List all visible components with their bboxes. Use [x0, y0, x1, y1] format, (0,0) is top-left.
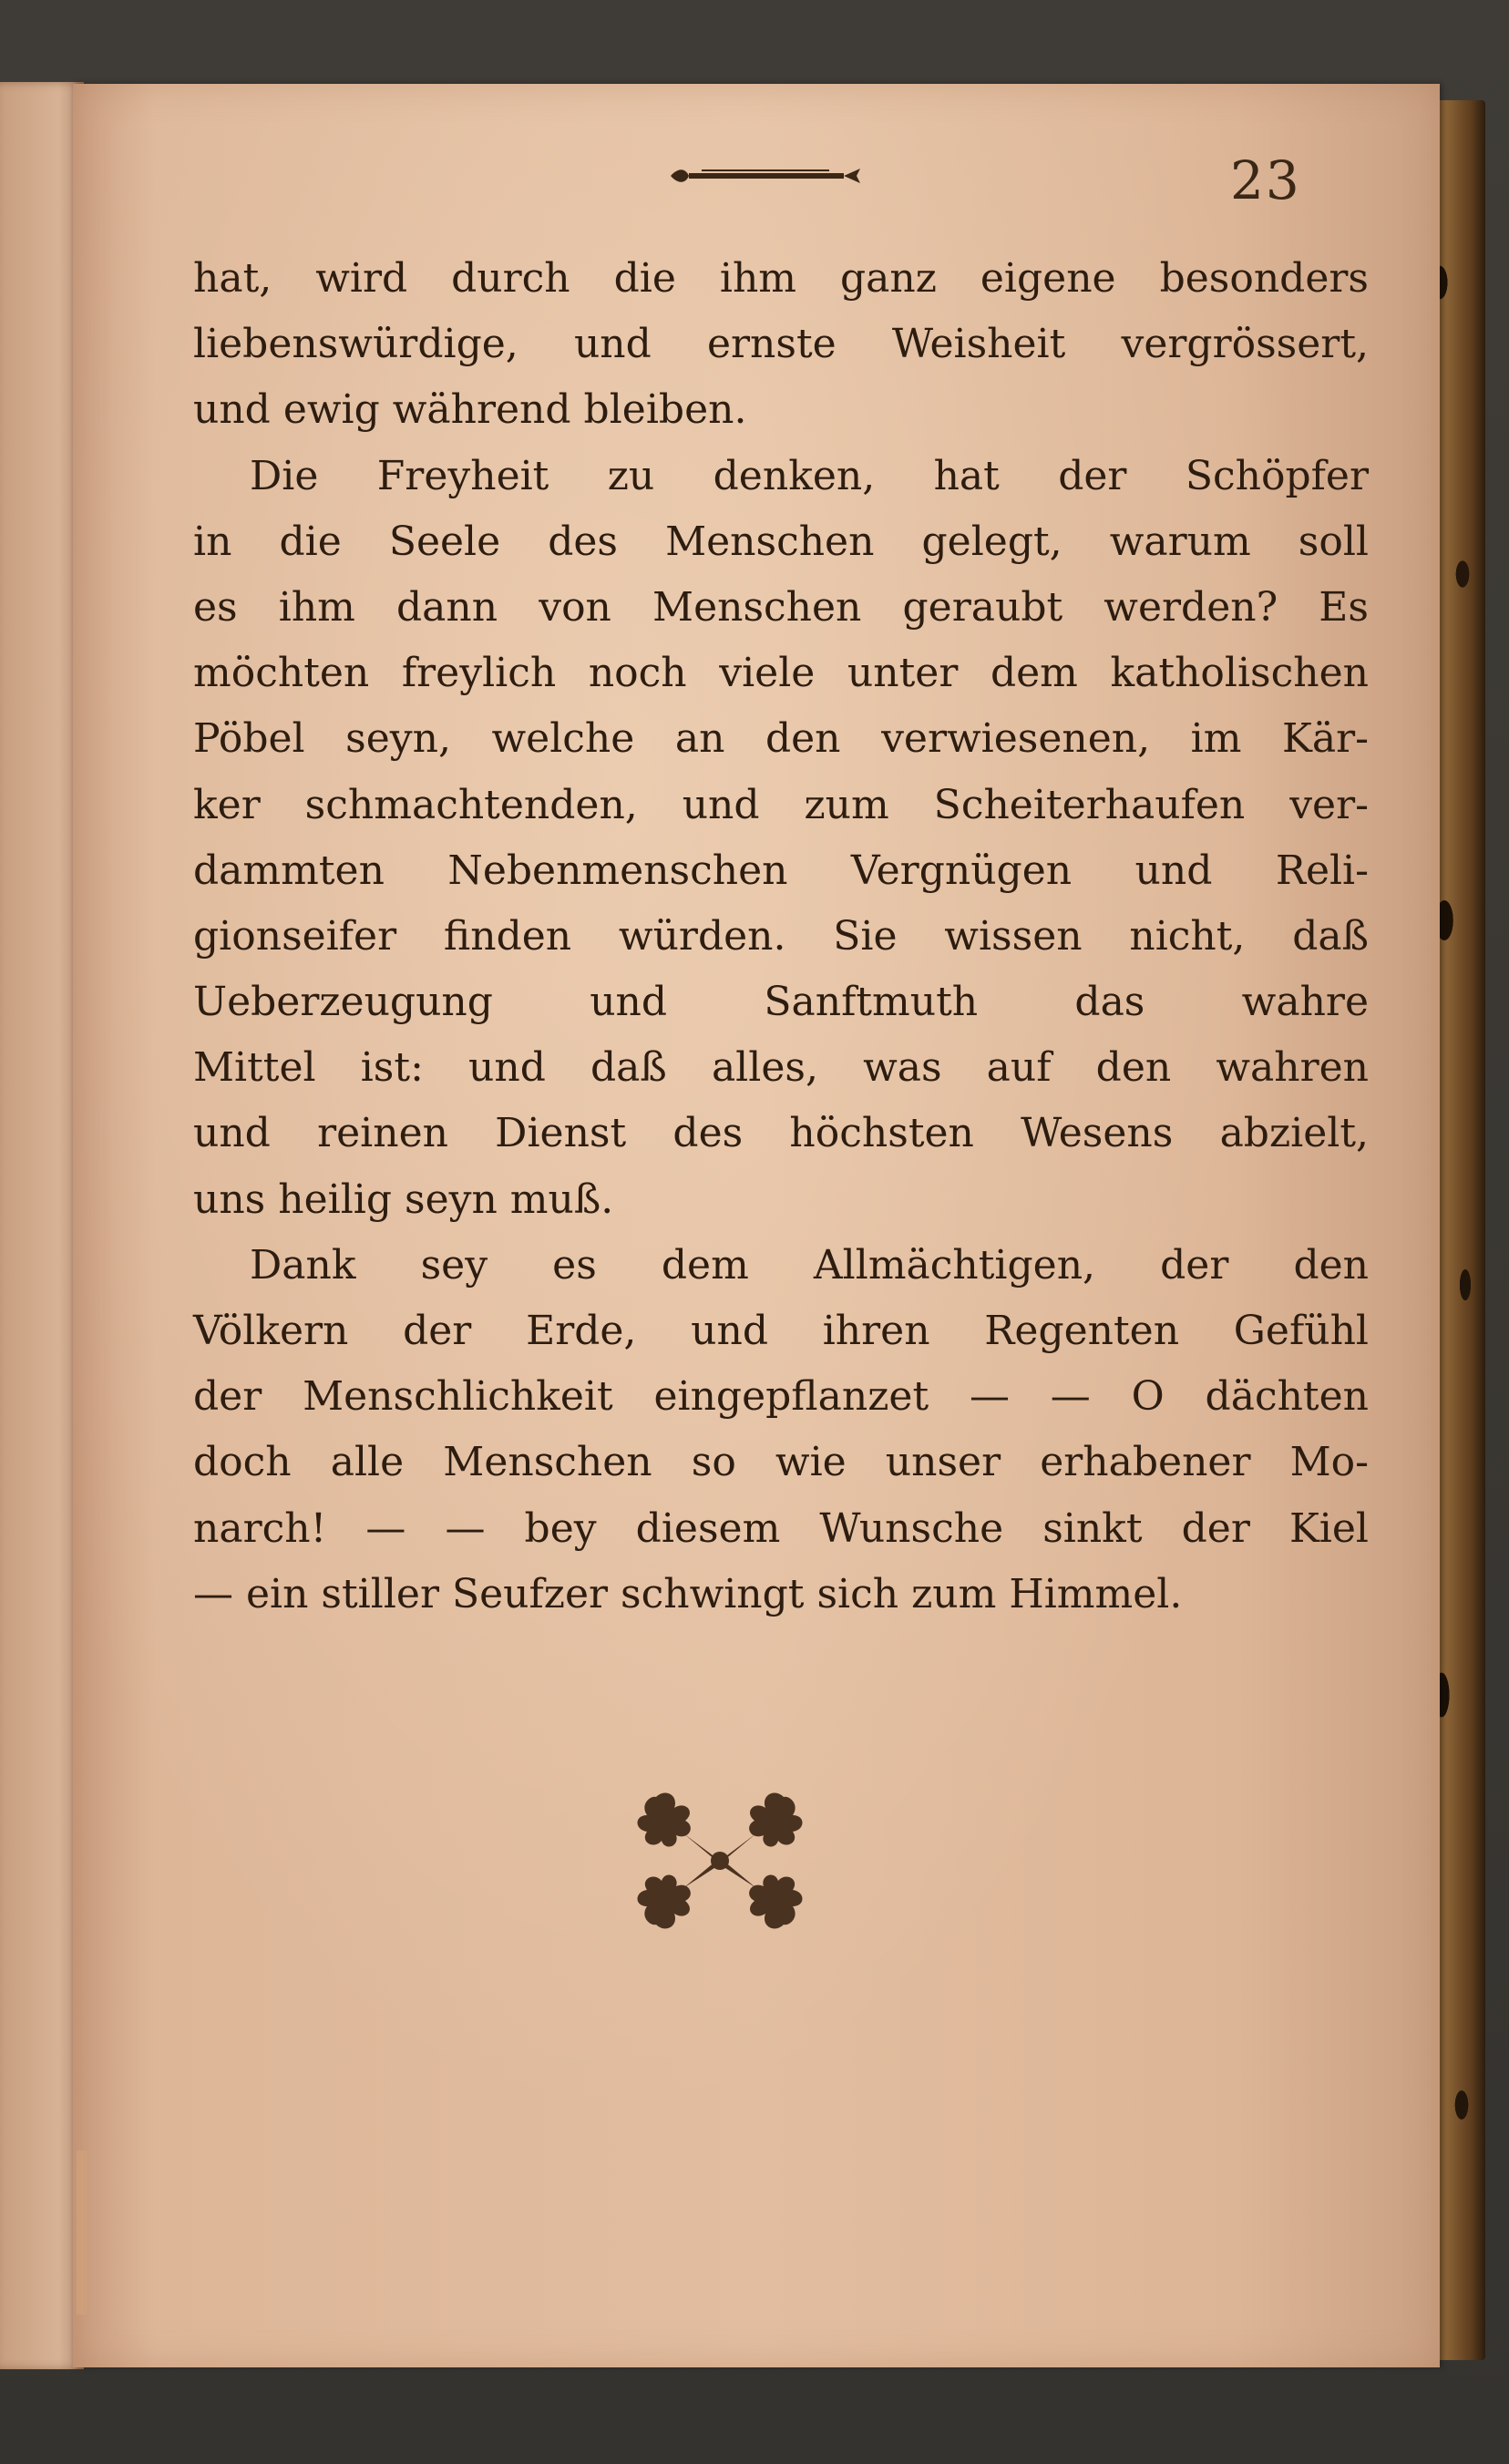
- floral-vignette-ornament: [629, 1788, 811, 1934]
- headpiece-ornament: [665, 164, 884, 188]
- text-line: und reinen Dienst des höchsten Wesens abzielt,: [193, 1110, 1369, 1157]
- text-line: ker schmachtenden, und zum Scheiterhaufen ver-: [193, 781, 1369, 828]
- text-line: Völkern der Erde, und ihren Regenten Gefühl: [193, 1308, 1369, 1354]
- text-line: Die Freyheit zu denken, hat der Schöpfer: [250, 452, 1369, 499]
- facing-page-edge: [0, 82, 84, 2369]
- body-text: [193, 246, 1369, 1627]
- text-line: der Menschlichkeit eingepflanzet — — O dächten: [193, 1373, 1369, 1421]
- text-line: und ewig während bleiben.: [193, 386, 747, 434]
- text-line: es ihm dann von Menschen geraubt werden? Es: [193, 583, 1369, 631]
- text-line: liebenswürdige, und ernste Weisheit vergrössert,: [193, 321, 1369, 368]
- book-page: [73, 84, 1440, 2367]
- text-line: Mittel ist: und daß alles, was auf den wahren: [193, 1044, 1369, 1092]
- text-line: — ein stiller Seufzer schwingt sich zum Himmel.: [193, 1570, 1183, 1617]
- text-line: doch alle Menschen so wie unser erhabener Mo-: [193, 1439, 1369, 1486]
- text-line: gionseifer finden würden. Sie wissen nicht, daß: [193, 912, 1369, 960]
- text-line: dammten Nebenmenschen Vergnügen und Reli-: [193, 847, 1369, 894]
- text-line: uns heilig seyn muß.: [193, 1176, 614, 1223]
- text-line: hat, wird durch die ihm ganz eigene besonders: [193, 255, 1369, 302]
- text-line: in die Seele des Menschen gelegt, warum soll: [193, 518, 1369, 565]
- text-line: Ueberzeugung und Sanftmuth das wahre: [193, 979, 1369, 1026]
- text-line: Dank sey es dem Allmächtigen, der den: [250, 1241, 1369, 1288]
- text-line: narch! — — bey diesem Wunsche sinkt der Kiel: [193, 1504, 1369, 1552]
- text-line: möchten freylich noch viele unter dem katholischen: [193, 650, 1369, 697]
- page-tab-mark: [77, 2151, 87, 2315]
- page-number: 23: [1230, 149, 1301, 211]
- text-line: Pöbel seyn, welche an den verwiesenen, im Kär-: [193, 715, 1369, 763]
